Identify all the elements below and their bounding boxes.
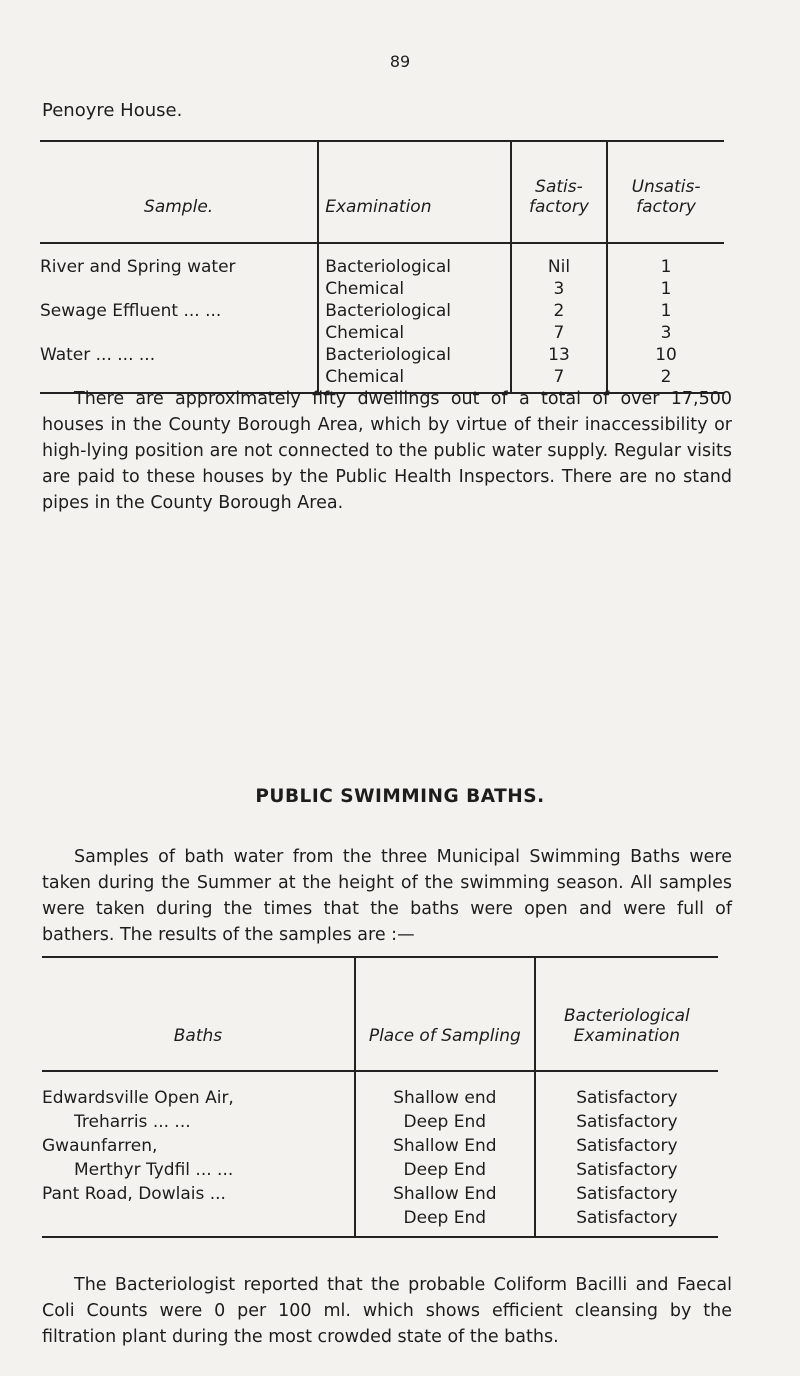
cell-unsatisfactory: 1 bbox=[607, 243, 724, 278]
cell-unsatisfactory: 1 bbox=[607, 278, 724, 300]
cell-bacteriological: Satisfactory bbox=[535, 1206, 718, 1237]
cell-examination: Bacteriological bbox=[318, 344, 511, 366]
cell-baths: Gwaunfarren, bbox=[42, 1136, 158, 1156]
table-row bbox=[42, 1182, 718, 1206]
water-supply-paragraph: There are approximately fifty dwellings out of a total of over 17,500 houses in the County Borough Area, which by virtue of their inaccessibility or high-lying position are not connected to the public water supply. Regular visits are paid to these houses by the Public Health Inspectors. There are no stand pipes in the County Borough Area. bbox=[42, 389, 732, 513]
baths-intro-paragraph: Samples of bath water from the three Municipal Swimming Baths were taken during the Summer at the height of the swimming season. All samples were taken during the times that the baths were open and were full of bathers. The results of the samples are :— bbox=[42, 847, 732, 945]
cell-unsatisfactory: 1 bbox=[607, 300, 724, 322]
cell-sample: Water ... ... ... bbox=[40, 345, 156, 365]
table-row bbox=[40, 300, 724, 322]
cell-place: Deep End bbox=[355, 1158, 535, 1182]
house-title: Penoyre House. bbox=[42, 100, 183, 121]
bacteriologist-report-paragraph: The Bacteriologist reported that the probable Coliform Bacilli and Faecal Coli Counts were 0 per 100 ml. which shows efficient cleansing by the filtration plant during the most crowded state of the baths. bbox=[42, 1275, 732, 1347]
header-satisfactory: Satis- factory bbox=[511, 141, 607, 243]
cell-examination: Bacteriological bbox=[318, 243, 511, 278]
table-row bbox=[40, 278, 724, 300]
cell-examination: Chemical bbox=[318, 278, 511, 300]
cell-unsatisfactory: 2 bbox=[607, 366, 724, 393]
cell-satisfactory: 2 bbox=[511, 300, 607, 322]
table-row bbox=[40, 344, 724, 366]
cell-place: Deep End bbox=[355, 1206, 535, 1237]
cell-bacteriological: Satisfactory bbox=[535, 1158, 718, 1182]
table-row bbox=[42, 1110, 718, 1134]
table-header-row bbox=[40, 141, 724, 243]
header-bacteriological: Bacteriological Examination bbox=[535, 957, 718, 1071]
page-number: 89 bbox=[389, 52, 411, 71]
table-row bbox=[40, 243, 724, 278]
header-sample: Sample. bbox=[40, 141, 318, 243]
cell-sample bbox=[40, 278, 318, 300]
cell-sample bbox=[40, 322, 318, 344]
table-header-row bbox=[42, 957, 718, 1071]
table-row bbox=[40, 322, 724, 344]
cell-examination: Chemical bbox=[318, 366, 511, 393]
cell-satisfactory: 3 bbox=[511, 278, 607, 300]
table-row bbox=[42, 1071, 718, 1110]
cell-satisfactory: 7 bbox=[511, 366, 607, 393]
cell-sample: River and Spring water bbox=[40, 257, 236, 277]
cell-bacteriological: Satisfactory bbox=[535, 1134, 718, 1158]
cell-place: Deep End bbox=[355, 1110, 535, 1134]
cell-satisfactory: 7 bbox=[511, 322, 607, 344]
cell-sample: Sewage Effluent ... ... bbox=[40, 301, 222, 321]
table-row bbox=[42, 1134, 718, 1158]
cell-satisfactory: Nil bbox=[511, 243, 607, 278]
cell-place: Shallow End bbox=[355, 1182, 535, 1206]
cell-baths: Edwardsville Open Air, bbox=[42, 1088, 234, 1108]
cell-unsatisfactory: 3 bbox=[607, 322, 724, 344]
cell-bacteriological: Satisfactory bbox=[535, 1110, 718, 1134]
cell-place: Shallow End bbox=[355, 1134, 535, 1158]
header-baths: Baths bbox=[42, 957, 355, 1071]
table-row bbox=[42, 1206, 718, 1237]
cell-unsatisfactory: 10 bbox=[607, 344, 724, 366]
sample-results-table bbox=[40, 140, 724, 394]
cell-baths: Pant Road, Dowlais ... bbox=[42, 1184, 226, 1204]
table-row bbox=[42, 1158, 718, 1182]
header-examination: Examination bbox=[318, 141, 511, 243]
cell-baths: Merthyr Tydfil ... ... bbox=[74, 1160, 234, 1180]
header-place: Place of Sampling bbox=[355, 957, 535, 1071]
cell-baths bbox=[42, 1206, 355, 1237]
cell-bacteriological: Satisfactory bbox=[535, 1182, 718, 1206]
cell-baths: Treharris ... ... bbox=[74, 1112, 191, 1132]
cell-examination: Chemical bbox=[318, 322, 511, 344]
header-unsatisfactory: Unsatis- factory bbox=[607, 141, 724, 243]
baths-results-table bbox=[42, 956, 718, 1238]
cell-satisfactory: 13 bbox=[511, 344, 607, 366]
cell-place: Shallow end bbox=[355, 1071, 535, 1110]
section-heading: PUBLIC SWIMMING BATHS. bbox=[255, 786, 545, 807]
cell-examination: Bacteriological bbox=[318, 300, 511, 322]
cell-bacteriological: Satisfactory bbox=[535, 1071, 718, 1110]
